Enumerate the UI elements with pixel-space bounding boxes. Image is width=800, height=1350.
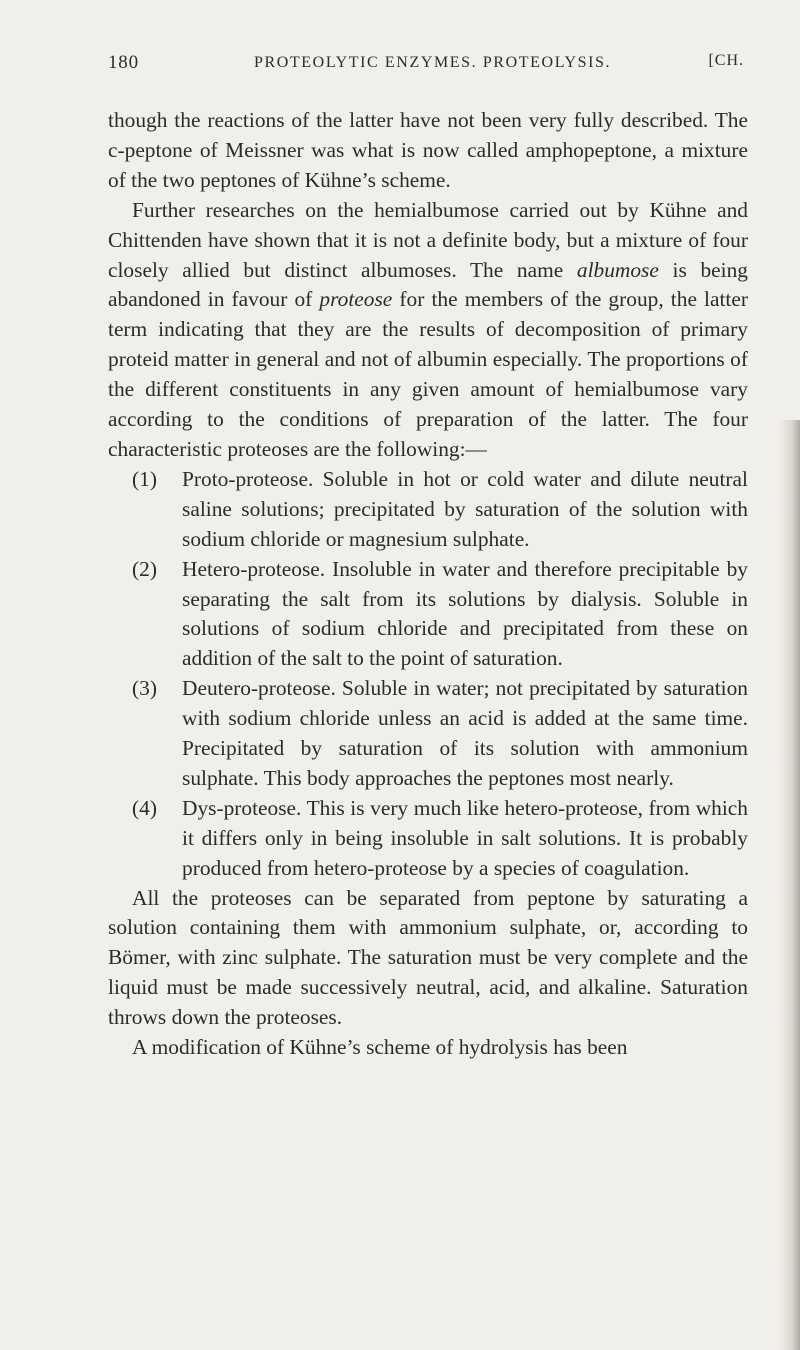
body-text xyxy=(108,106,748,1063)
list-item xyxy=(108,794,748,884)
list-item-text: Deutero-proteose. Soluble in water; not precipitated by saturation with sodium chloride unless an acid is added at the same time. Precipitated by saturation of its solution with ammonium sulphate. This body approaches the peptones most nearly. xyxy=(182,676,748,790)
list-item-number: (2) xyxy=(132,556,157,581)
page-number: 180 xyxy=(108,52,139,73)
list-item xyxy=(108,674,748,794)
paragraph-modification: A modification of Kühne’s scheme of hydrolysis has been xyxy=(132,1035,628,1060)
list-item-number: (1) xyxy=(132,466,157,491)
list-item-text: Proto-proteose. Soluble in hot or cold water and dilute neutral saline solutions; precipitated by saturation of the solution with sodium chloride or magnesium sulphate. xyxy=(182,466,748,551)
paragraph-text: for the members of the group, the latter term indicating that they are the results of decomposition of primary proteid matter in general and not of albumin especially. The proportions of the different constituents in any given amount of hemialbumose vary according to the conditions of preparation of the latter. The four characteristic proteoses are the following:— xyxy=(108,287,748,461)
list-item-number: (4) xyxy=(132,795,157,820)
list-item-text: Hetero-proteose. Insoluble in water and therefore precipitable by separating the salt from its solutions by dialysis. Soluble in solutions of sodium chloride and precipitated from these on addition of the salt to the point of saturation. xyxy=(182,556,748,671)
list-item xyxy=(108,555,748,675)
paragraph-proteose-naming xyxy=(108,196,748,465)
paragraph-text: Further researches on the hemialbumose carried out by Kühne and Chittenden have shown that it is not a definite body, but a mixture of four closely allied but distinct albumoses. The name xyxy=(108,197,748,282)
term-albumose: albumose xyxy=(576,257,659,282)
page-edge-shadow xyxy=(778,420,800,1350)
list-item-text: Dys-proteose. This is very much like hetero-proteose, from which it differs only in being insoluble in salt solutions. It is probably produced from hetero-proteose by a species of coagulation. xyxy=(182,795,748,880)
chapter-marker: [CH. xyxy=(708,52,744,69)
term-proteose: proteose xyxy=(319,287,393,312)
paragraph-continuation: though the reactions of the latter have not been very fully described. The c-peptone of Meissner was what is now called amphopeptone, a mixture of the two peptones of Kühne’s scheme. xyxy=(108,108,748,192)
paragraph-text: is being abandoned in favour of xyxy=(108,257,748,312)
list-item xyxy=(108,465,748,555)
list-item-number: (3) xyxy=(132,676,157,701)
running-title: PROTEOLYTIC ENZYMES. PROTEOLYSIS. xyxy=(254,54,612,71)
running-head xyxy=(108,52,744,82)
paragraph-separation: All the proteoses can be separated from peptone by saturating a solution containing them with ammonium sulphate, or, according to Bömer, with zinc sulphate. The saturation must be very complete and the liquid must be made successively neutral, acid, and alkaline. Saturation throws down the proteoses. xyxy=(108,885,748,1030)
